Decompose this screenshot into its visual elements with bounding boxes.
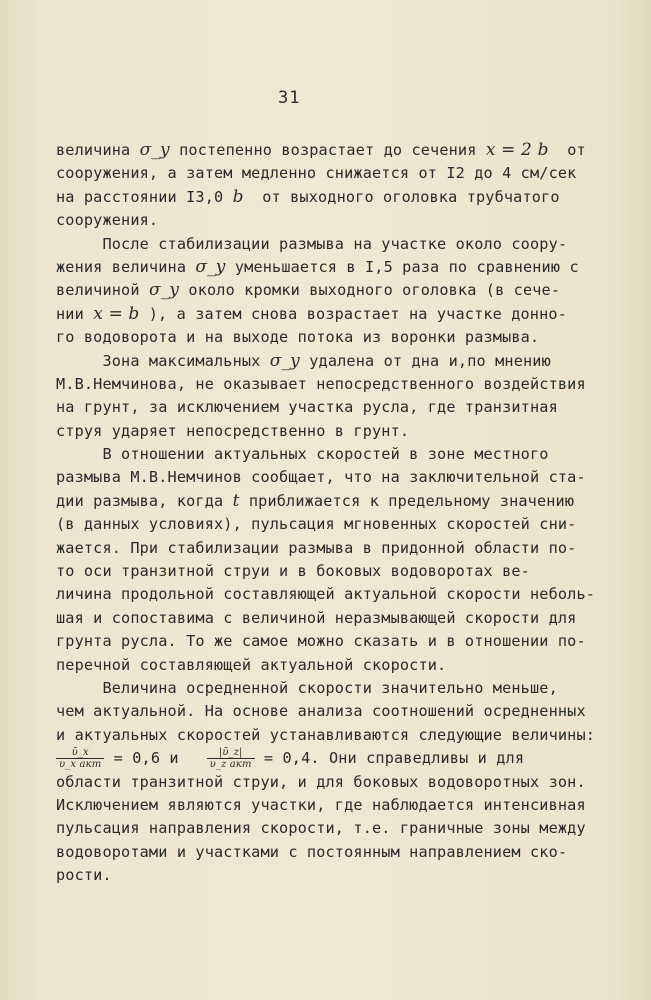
text-line: [56, 700, 616, 723]
text-line: [56, 209, 616, 232]
text-segment: рости.: [56, 866, 112, 885]
page-number: 31: [278, 88, 301, 108]
text-segment: Величина осредненной скорости значительно меньше,: [56, 678, 558, 697]
text-segment: на грунт, за исключением участка русла, где транзитная: [56, 398, 558, 417]
text-segment: дии размыва, когда: [56, 491, 233, 510]
text-segment: (в данных условиях), пульсация мгновенных скоростей сни-: [56, 515, 577, 534]
text-line: [56, 186, 616, 209]
text-segment: от выходного оголовка трубчатого: [243, 187, 560, 206]
text-line: [56, 724, 616, 747]
text-segment: на расстоянии I3,0: [56, 187, 233, 206]
text-line: [56, 513, 616, 536]
text-line: [56, 654, 616, 677]
text-segment: жается. При стабилизации размыва в придонной области по-: [56, 538, 577, 557]
text-line: [56, 817, 616, 840]
text-line: [56, 233, 616, 256]
text-line: [56, 350, 616, 373]
text-segment: В отношении актуальных скоростей в зоне местного: [56, 445, 549, 464]
text-line: [56, 677, 616, 700]
text-line: [56, 490, 616, 513]
text-segment: постепенно возрастает до сечения: [169, 141, 486, 159]
text-segment: удалена от дна и,по мнению: [299, 351, 551, 370]
handwritten-symbol: t: [232, 490, 240, 511]
text-segment: грунта русла. То же самое можно сказать и в отношении по-: [56, 632, 586, 651]
text-line: [56, 537, 616, 560]
text-line: [56, 420, 616, 443]
text-line: [56, 466, 616, 489]
text-segment: чем актуальной. На основе анализа соотношений осредненных: [56, 702, 586, 721]
text-line: [56, 607, 616, 630]
text-segment: величина: [56, 141, 140, 159]
text-line: [56, 256, 616, 279]
text-segment: Исключением являются участки, где наблюдается интенсивная: [56, 795, 586, 814]
text-segment: от: [548, 141, 586, 159]
text-segment: нии: [56, 304, 94, 323]
fraction-denominator: υ_z акт: [209, 759, 252, 771]
text-segment: величиной: [56, 281, 149, 300]
text-line: [56, 443, 616, 466]
text-segment: около кромки выходного оголовка (в сече-: [179, 281, 561, 300]
handwritten-fraction: [207, 747, 255, 770]
fraction-denominator: υ_x акт: [59, 759, 102, 771]
text-segment: струя ударяет непосредственно в грунт.: [56, 421, 410, 440]
fraction-numerator: |ῡ_z|: [207, 747, 255, 759]
text-line: [56, 747, 616, 770]
handwritten-symbol: σ_y: [148, 280, 180, 301]
text-segment: М.В.Немчинова, не оказывает непосредственного воздействия: [56, 374, 586, 393]
text-segment: = 0,6 и: [104, 749, 207, 768]
text-segment: После стабилизации размыва на участке около соору-: [56, 234, 568, 253]
text-line: [56, 560, 616, 583]
text-segment: жения величина: [56, 257, 196, 276]
text-segment: пульсация направления скорости, т.е. граничные зоны между: [56, 819, 586, 838]
text-segment: ), а затем снова возрастает на участке донно-: [139, 304, 567, 323]
text-segment: сооружения.: [56, 211, 159, 230]
text-segment: перечной составляющей актуальной скорости.: [56, 655, 447, 674]
text-segment: го водоворота и на выходе потока из воронки размыва.: [56, 328, 540, 347]
text-segment: = 0,4. Они справедливы и для: [254, 749, 525, 768]
fraction-numerator: ῡ_x: [56, 747, 104, 759]
handwritten-symbol: σ_y: [195, 256, 226, 277]
text-line: [56, 771, 616, 794]
text-segment: Зона максимальных: [56, 351, 270, 370]
text-line: [56, 630, 616, 653]
text-segment: шая и сопоставима с величиной неразмывающей скорости для: [56, 608, 577, 627]
text-line: [56, 864, 616, 887]
handwritten-symbol: x = b: [93, 303, 140, 324]
text-line: [56, 326, 616, 349]
text-segment: сооружения, а затем медленно снижается от I2 до 4 см/сек: [56, 164, 577, 183]
body-text: [56, 139, 616, 888]
text-line: [56, 396, 616, 419]
text-line: [56, 794, 616, 817]
text-line: [56, 373, 616, 396]
handwritten-symbol: b: [232, 186, 244, 207]
handwritten-fraction: [56, 747, 104, 770]
text-segment: личина продольной составляющей актуальной скорости неболь-: [56, 585, 596, 604]
text-line: [56, 279, 616, 302]
text-segment: водоворотами и участками с постоянным направлением ско-: [56, 842, 568, 861]
text-segment: приближается к предельному значению: [239, 491, 575, 510]
text-segment: то оси транзитной струи и в боковых водоворотах ве-: [56, 562, 530, 581]
text-segment: размыва М.В.Немчинов сообщает, что на заключительной ста-: [56, 468, 586, 487]
text-segment: уменьшается в I,5 раза по сравнению с: [225, 257, 579, 276]
text-line: [56, 162, 616, 185]
text-line: [56, 303, 616, 326]
text-line: [56, 139, 616, 162]
text-line: [56, 841, 616, 864]
handwritten-symbol: σ_y: [269, 350, 300, 371]
text-segment: области транзитной струи, и для боковых водоворотных зон.: [56, 772, 586, 791]
text-segment: и актуальных скоростей устанавливаются следующие величины:: [56, 725, 596, 744]
handwritten-symbol: x = 2 b: [485, 140, 549, 160]
text-line: [56, 583, 616, 606]
handwritten-symbol: σ_y: [139, 140, 170, 160]
